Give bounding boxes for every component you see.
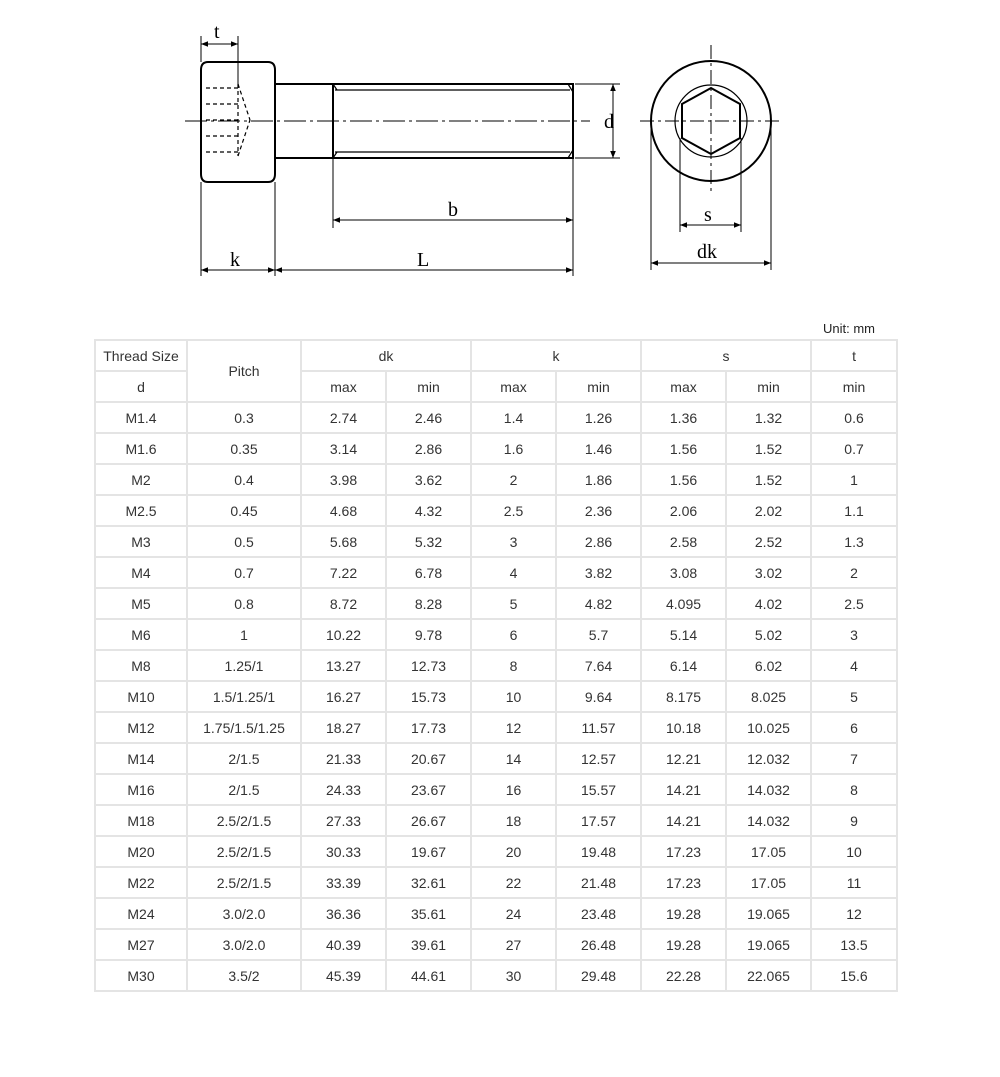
- cell-k-max: 6: [471, 619, 556, 650]
- cell-dk-max: 45.39: [301, 960, 386, 991]
- cell-dk-max: 16.27: [301, 681, 386, 712]
- cell-s-min: 19.065: [726, 898, 811, 929]
- cell-s-max: 2.06: [641, 495, 726, 526]
- cell-dk-min: 19.67: [386, 836, 471, 867]
- cell-s-min: 5.02: [726, 619, 811, 650]
- unit-label: Unit: mm: [823, 321, 875, 336]
- table-row: [95, 619, 897, 650]
- cell-s-max: 5.14: [641, 619, 726, 650]
- cell-pitch: 3.5/2: [187, 960, 301, 991]
- cell-thread-size: M16: [95, 774, 187, 805]
- cell-t-min: 0.7: [811, 433, 897, 464]
- table-row: [95, 836, 897, 867]
- cell-k-max: 1.4: [471, 402, 556, 433]
- cell-dk-max: 7.22: [301, 557, 386, 588]
- cell-k-max: 16: [471, 774, 556, 805]
- cell-s-min: 3.02: [726, 557, 811, 588]
- cell-s-min: 2.02: [726, 495, 811, 526]
- cell-dk-max: 36.36: [301, 898, 386, 929]
- header-t: t: [811, 340, 897, 371]
- cell-s-min: 17.05: [726, 867, 811, 898]
- cell-thread-size: M4: [95, 557, 187, 588]
- cell-k-min: 26.48: [556, 929, 641, 960]
- dim-label-s: s: [704, 204, 712, 226]
- cell-s-max: 14.21: [641, 774, 726, 805]
- cell-thread-size: M12: [95, 712, 187, 743]
- header-thread-size: Thread Size: [95, 340, 187, 371]
- cell-s-max: 19.28: [641, 929, 726, 960]
- cell-t-min: 10: [811, 836, 897, 867]
- table-row: [95, 867, 897, 898]
- cell-s-min: 1.52: [726, 433, 811, 464]
- cell-t-min: 12: [811, 898, 897, 929]
- cell-k-max: 3: [471, 526, 556, 557]
- cell-pitch: 2.5/2/1.5: [187, 805, 301, 836]
- cell-s-max: 4.095: [641, 588, 726, 619]
- cell-pitch: 0.5: [187, 526, 301, 557]
- cell-t-min: 9: [811, 805, 897, 836]
- cell-k-min: 12.57: [556, 743, 641, 774]
- cell-s-min: 1.32: [726, 402, 811, 433]
- table-row: [95, 681, 897, 712]
- cell-k-max: 8: [471, 650, 556, 681]
- specification-table: [94, 339, 898, 992]
- cell-dk-min: 9.78: [386, 619, 471, 650]
- cell-k-max: 22: [471, 867, 556, 898]
- cell-s-max: 8.175: [641, 681, 726, 712]
- cell-s-min: 4.02: [726, 588, 811, 619]
- cell-pitch: 3.0/2.0: [187, 898, 301, 929]
- cell-pitch: 2/1.5: [187, 774, 301, 805]
- cell-s-min: 2.52: [726, 526, 811, 557]
- cell-pitch: 1.75/1.5/1.25: [187, 712, 301, 743]
- cell-k-min: 29.48: [556, 960, 641, 991]
- cell-t-min: 5: [811, 681, 897, 712]
- cell-dk-max: 2.74: [301, 402, 386, 433]
- table-row: [95, 712, 897, 743]
- cell-k-min: 2.86: [556, 526, 641, 557]
- cell-dk-max: 24.33: [301, 774, 386, 805]
- cell-t-min: 1.1: [811, 495, 897, 526]
- cell-k-min: 3.82: [556, 557, 641, 588]
- table-row: [95, 557, 897, 588]
- dim-label-L: L: [417, 249, 430, 271]
- cell-dk-min: 23.67: [386, 774, 471, 805]
- header-s-max: max: [641, 371, 726, 402]
- cell-k-max: 2: [471, 464, 556, 495]
- cell-thread-size: M3: [95, 526, 187, 557]
- cell-s-min: 12.032: [726, 743, 811, 774]
- cell-k-min: 19.48: [556, 836, 641, 867]
- table-row: [95, 433, 897, 464]
- cell-pitch: 0.4: [187, 464, 301, 495]
- table-row: [95, 526, 897, 557]
- cell-pitch: 2.5/2/1.5: [187, 867, 301, 898]
- dim-label-d: d: [604, 111, 614, 133]
- cell-dk-min: 8.28: [386, 588, 471, 619]
- cell-k-max: 18: [471, 805, 556, 836]
- dim-label-dk: dk: [697, 241, 717, 263]
- cell-k-min: 1.46: [556, 433, 641, 464]
- cell-dk-min: 44.61: [386, 960, 471, 991]
- cell-dk-min: 15.73: [386, 681, 471, 712]
- cell-t-min: 13.5: [811, 929, 897, 960]
- cell-t-min: 11: [811, 867, 897, 898]
- cell-s-max: 12.21: [641, 743, 726, 774]
- header-dk-max: max: [301, 371, 386, 402]
- cell-s-min: 22.065: [726, 960, 811, 991]
- cell-pitch: 1.25/1: [187, 650, 301, 681]
- cell-s-min: 6.02: [726, 650, 811, 681]
- cell-t-min: 2: [811, 557, 897, 588]
- cell-s-max: 3.08: [641, 557, 726, 588]
- cell-pitch: 2/1.5: [187, 743, 301, 774]
- cell-k-max: 14: [471, 743, 556, 774]
- cell-t-min: 4: [811, 650, 897, 681]
- cell-dk-min: 20.67: [386, 743, 471, 774]
- cell-pitch: 0.45: [187, 495, 301, 526]
- cell-thread-size: M10: [95, 681, 187, 712]
- cell-k-max: 12: [471, 712, 556, 743]
- header-thread-size-sub: d: [95, 371, 187, 402]
- cell-thread-size: M24: [95, 898, 187, 929]
- cell-s-min: 19.065: [726, 929, 811, 960]
- header-dk-min: min: [386, 371, 471, 402]
- cell-k-min: 9.64: [556, 681, 641, 712]
- cell-k-min: 21.48: [556, 867, 641, 898]
- cell-s-min: 14.032: [726, 774, 811, 805]
- cell-thread-size: M1.6: [95, 433, 187, 464]
- cell-pitch: 0.8: [187, 588, 301, 619]
- cell-t-min: 15.6: [811, 960, 897, 991]
- cell-s-max: 2.58: [641, 526, 726, 557]
- cell-dk-max: 4.68: [301, 495, 386, 526]
- header-k: k: [471, 340, 641, 371]
- cell-k-max: 20: [471, 836, 556, 867]
- dim-label-b: b: [448, 199, 458, 221]
- cell-dk-min: 17.73: [386, 712, 471, 743]
- cell-thread-size: M2.5: [95, 495, 187, 526]
- cell-s-max: 14.21: [641, 805, 726, 836]
- cell-dk-min: 2.46: [386, 402, 471, 433]
- cell-dk-max: 10.22: [301, 619, 386, 650]
- cell-k-max: 1.6: [471, 433, 556, 464]
- cell-pitch: 0.35: [187, 433, 301, 464]
- cell-s-max: 17.23: [641, 836, 726, 867]
- table-row: [95, 774, 897, 805]
- socket-hidden-lines: [206, 84, 250, 156]
- cell-dk-max: 3.98: [301, 464, 386, 495]
- table-row: [95, 650, 897, 681]
- header-t-min: min: [811, 371, 897, 402]
- cell-dk-min: 5.32: [386, 526, 471, 557]
- cell-k-max: 4: [471, 557, 556, 588]
- cell-t-min: 8: [811, 774, 897, 805]
- cell-s-max: 6.14: [641, 650, 726, 681]
- cell-pitch: 2.5/2/1.5: [187, 836, 301, 867]
- table-row: [95, 929, 897, 960]
- cell-s-min: 10.025: [726, 712, 811, 743]
- cell-thread-size: M27: [95, 929, 187, 960]
- cell-k-max: 10: [471, 681, 556, 712]
- cell-thread-size: M2: [95, 464, 187, 495]
- table-row: [95, 743, 897, 774]
- cell-s-min: 8.025: [726, 681, 811, 712]
- cell-dk-min: 3.62: [386, 464, 471, 495]
- cell-pitch: 1: [187, 619, 301, 650]
- cell-k-min: 5.7: [556, 619, 641, 650]
- table-row: [95, 805, 897, 836]
- cell-k-min: 15.57: [556, 774, 641, 805]
- cell-t-min: 3: [811, 619, 897, 650]
- cell-thread-size: M20: [95, 836, 187, 867]
- cell-dk-max: 3.14: [301, 433, 386, 464]
- cell-k-max: 30: [471, 960, 556, 991]
- cell-s-max: 19.28: [641, 898, 726, 929]
- cell-dk-max: 5.68: [301, 526, 386, 557]
- cell-k-min: 23.48: [556, 898, 641, 929]
- cell-k-max: 2.5: [471, 495, 556, 526]
- cell-dk-max: 40.39: [301, 929, 386, 960]
- cell-dk-max: 8.72: [301, 588, 386, 619]
- cell-k-max: 5: [471, 588, 556, 619]
- cell-dk-max: 13.27: [301, 650, 386, 681]
- cell-pitch: 0.3: [187, 402, 301, 433]
- cell-k-min: 7.64: [556, 650, 641, 681]
- header-pitch: Pitch: [187, 340, 301, 402]
- cell-t-min: 0.6: [811, 402, 897, 433]
- header-k-max: max: [471, 371, 556, 402]
- cell-dk-max: 21.33: [301, 743, 386, 774]
- cell-s-min: 17.05: [726, 836, 811, 867]
- header-s: s: [641, 340, 811, 371]
- cell-dk-min: 2.86: [386, 433, 471, 464]
- cell-s-max: 22.28: [641, 960, 726, 991]
- cell-k-min: 1.26: [556, 402, 641, 433]
- cell-k-max: 24: [471, 898, 556, 929]
- cell-dk-min: 26.67: [386, 805, 471, 836]
- cell-thread-size: M22: [95, 867, 187, 898]
- cell-k-min: 4.82: [556, 588, 641, 619]
- header-k-min: min: [556, 371, 641, 402]
- cell-s-min: 1.52: [726, 464, 811, 495]
- dim-label-k: k: [230, 249, 240, 271]
- table-row: [95, 495, 897, 526]
- cell-s-max: 17.23: [641, 867, 726, 898]
- cell-thread-size: M5: [95, 588, 187, 619]
- dim-label-t: t: [214, 21, 220, 43]
- cell-s-max: 1.56: [641, 464, 726, 495]
- cell-t-min: 1.3: [811, 526, 897, 557]
- cell-k-min: 2.36: [556, 495, 641, 526]
- cell-dk-max: 30.33: [301, 836, 386, 867]
- cell-pitch: 0.7: [187, 557, 301, 588]
- cell-s-max: 1.36: [641, 402, 726, 433]
- cell-thread-size: M8: [95, 650, 187, 681]
- cell-pitch: 1.5/1.25/1: [187, 681, 301, 712]
- cell-dk-min: 4.32: [386, 495, 471, 526]
- cell-t-min: 2.5: [811, 588, 897, 619]
- table-row: [95, 588, 897, 619]
- cell-pitch: 3.0/2.0: [187, 929, 301, 960]
- table-row: [95, 960, 897, 991]
- header-dk: dk: [301, 340, 471, 371]
- cell-t-min: 1: [811, 464, 897, 495]
- socket-head-cap-screw-drawing: [0, 0, 1000, 300]
- cell-dk-min: 12.73: [386, 650, 471, 681]
- cell-dk-max: 27.33: [301, 805, 386, 836]
- cell-thread-size: M1.4: [95, 402, 187, 433]
- cell-thread-size: M14: [95, 743, 187, 774]
- cell-t-min: 7: [811, 743, 897, 774]
- cell-dk-min: 35.61: [386, 898, 471, 929]
- header-s-min: min: [726, 371, 811, 402]
- cell-s-max: 10.18: [641, 712, 726, 743]
- cell-thread-size: M6: [95, 619, 187, 650]
- cell-dk-min: 32.61: [386, 867, 471, 898]
- table-body: [95, 402, 897, 991]
- cell-dk-max: 18.27: [301, 712, 386, 743]
- table-row: [95, 464, 897, 495]
- table-row: [95, 898, 897, 929]
- cell-t-min: 6: [811, 712, 897, 743]
- cell-k-min: 17.57: [556, 805, 641, 836]
- cell-dk-min: 6.78: [386, 557, 471, 588]
- cell-thread-size: M18: [95, 805, 187, 836]
- cell-s-min: 14.032: [726, 805, 811, 836]
- cell-k-min: 11.57: [556, 712, 641, 743]
- table-row: [95, 402, 897, 433]
- cell-k-min: 1.86: [556, 464, 641, 495]
- cell-thread-size: M30: [95, 960, 187, 991]
- cell-k-max: 27: [471, 929, 556, 960]
- cell-s-max: 1.56: [641, 433, 726, 464]
- cell-dk-min: 39.61: [386, 929, 471, 960]
- cell-dk-max: 33.39: [301, 867, 386, 898]
